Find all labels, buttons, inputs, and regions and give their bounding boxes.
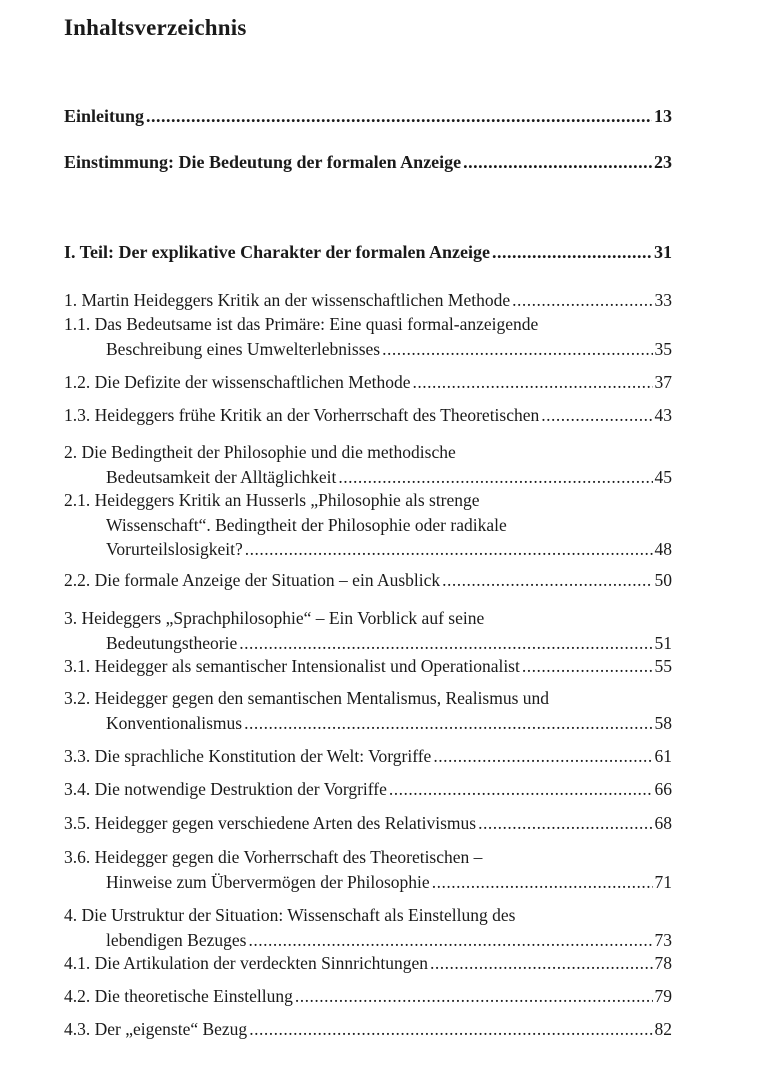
toc-title: Inhaltsverzeichnis xyxy=(64,15,247,40)
toc-entry[interactable] xyxy=(64,777,672,802)
toc-entry-title: 1. Martin Heideggers Kritik an der wissenschaftlichen Methode xyxy=(64,290,511,310)
toc-entry[interactable] xyxy=(64,440,672,489)
page-number: 33 xyxy=(654,290,672,310)
dot-leader xyxy=(382,337,652,362)
toc-entry-title: 1.3. Heideggers frühe Kritik an der Vorherrschaft des Theoretischen xyxy=(64,405,540,425)
toc-entry-title: 4.2. Die theoretische Einstellung xyxy=(64,986,293,1006)
page-number: 61 xyxy=(654,746,672,766)
toc-entry[interactable] xyxy=(64,654,672,679)
page-number: 55 xyxy=(654,656,672,676)
dot-leader xyxy=(338,465,652,490)
toc-entry[interactable] xyxy=(64,488,672,562)
toc-entry-title: Einleitung xyxy=(64,106,145,126)
dot-leader xyxy=(522,654,653,679)
dot-leader xyxy=(442,568,652,593)
page-number: 71 xyxy=(654,871,672,892)
dot-leader xyxy=(512,288,652,313)
dot-leader xyxy=(248,928,652,953)
page-number: 58 xyxy=(654,712,672,733)
toc-entry-title: 3.3. Die sprachliche Konstitution der Welt: Vorgriffe xyxy=(64,746,432,766)
toc-entry-title: 2. Die Bedingtheit der Philosophie und die methodische xyxy=(64,442,456,462)
toc-entry-title: 4.3. Der „eigenste“ Bezug xyxy=(64,1019,248,1039)
toc-entry-title: Bedeutsamkeit der Alltäglichkeit xyxy=(106,466,337,487)
toc-entry[interactable] xyxy=(64,951,672,976)
toc-entry-title: Bedeutungstheorie xyxy=(106,632,238,653)
toc-entry-title: Vorurteilslosigkeit? xyxy=(106,539,243,559)
toc-entry[interactable] xyxy=(64,240,672,265)
toc-entry-title: 3.4. Die notwendige Destruktion der Vorgriffe xyxy=(64,779,387,799)
dot-leader xyxy=(146,104,652,129)
page-number: 66 xyxy=(654,779,672,799)
toc-entry-title: Hinweise zum Übervermögen der Philosophie xyxy=(106,871,430,892)
toc-entry[interactable] xyxy=(64,984,672,1009)
dot-leader xyxy=(295,984,653,1009)
page-number: 35 xyxy=(654,338,672,359)
toc-entry-title: Konventionalismus xyxy=(106,712,243,733)
toc-entry-title: 1.2. Die Defizite der wissenschaftlichen Methode xyxy=(64,372,411,392)
toc-entry[interactable] xyxy=(64,370,672,395)
dot-leader xyxy=(412,370,652,395)
page-number: 73 xyxy=(654,929,672,950)
toc-entry[interactable] xyxy=(64,903,672,952)
page-number: 13 xyxy=(654,106,672,126)
toc-entry-title: Einstimmung: Die Bedeutung der formalen Anzeige xyxy=(64,152,462,172)
dot-leader xyxy=(430,951,652,976)
page-number: 43 xyxy=(654,405,672,425)
toc-entry-title: 4. Die Urstruktur der Situation: Wissenschaft als Einstellung des xyxy=(64,905,516,925)
dot-leader xyxy=(389,777,653,802)
toc-entry[interactable] xyxy=(64,744,672,769)
page-number: 23 xyxy=(654,152,672,172)
toc-entry[interactable] xyxy=(64,104,672,129)
toc-entry-title: 3.1. Heidegger als semantischer Intensionalist und Operationalist xyxy=(64,656,520,676)
toc-entry-title: 3.6. Heidegger gegen die Vorherrschaft des Theoretischen – xyxy=(64,847,483,867)
dot-leader xyxy=(244,711,652,736)
toc-entry-title: 2.2. Die formale Anzeige der Situation – ein Ausblick xyxy=(64,570,441,590)
toc-entry-title: 1.1. Das Bedeutsame ist das Primäre: Eine quasi formal-anzeigende xyxy=(64,314,539,334)
dot-leader xyxy=(492,240,652,265)
toc-entry[interactable] xyxy=(64,686,672,735)
page-number: 78 xyxy=(654,953,672,973)
page-number: 51 xyxy=(654,632,672,653)
dot-leader xyxy=(239,631,652,656)
page-number: 31 xyxy=(654,242,672,262)
page-number: 37 xyxy=(654,372,672,392)
toc-entry[interactable] xyxy=(64,845,672,894)
dot-leader xyxy=(541,403,652,428)
toc-entry[interactable] xyxy=(64,1017,672,1042)
dot-leader xyxy=(463,150,652,175)
toc-entry[interactable] xyxy=(64,312,672,361)
toc-entry-title: 4.1. Die Artikulation der verdeckten Sinnrichtungen xyxy=(64,953,429,973)
dot-leader xyxy=(432,870,653,895)
toc-entry-title: I. Teil: Der explikative Charakter der formalen Anzeige xyxy=(64,242,490,262)
toc-entry-title: 3. Heideggers „Sprachphilosophie“ – Ein Vorblick auf seine xyxy=(64,608,485,628)
toc-entry-title: 2.1. Heideggers Kritik an Husserls „Philosophie als strenge xyxy=(64,490,480,510)
page-number: 50 xyxy=(654,570,672,590)
toc-entry-title: Wissenschaft“. Bedingtheit der Philosophie oder radikale xyxy=(106,514,507,535)
toc-entry-title: 3.5. Heidegger gegen verschiedene Arten des Relativismus xyxy=(64,813,477,833)
dot-leader xyxy=(249,1017,652,1042)
dot-leader xyxy=(478,811,652,836)
page-number: 48 xyxy=(654,539,672,559)
page-number: 79 xyxy=(654,986,672,1006)
toc-entry[interactable] xyxy=(64,568,672,593)
dot-leader xyxy=(245,537,653,562)
toc-entry-title: Beschreibung eines Umwelterlebnisses xyxy=(106,338,381,359)
page-number: 68 xyxy=(654,813,672,833)
toc-entry[interactable] xyxy=(64,811,672,836)
page-number: 45 xyxy=(654,466,672,487)
toc-entry[interactable] xyxy=(64,403,672,428)
toc-entry[interactable] xyxy=(64,150,672,175)
dot-leader xyxy=(433,744,652,769)
toc-entry[interactable] xyxy=(64,606,672,655)
page-number: 82 xyxy=(654,1019,672,1039)
toc-entry[interactable] xyxy=(64,288,672,313)
toc-entry-title: 3.2. Heidegger gegen den semantischen Mentalismus, Realismus und xyxy=(64,688,550,708)
toc-entry-title: lebendigen Bezuges xyxy=(106,929,247,950)
